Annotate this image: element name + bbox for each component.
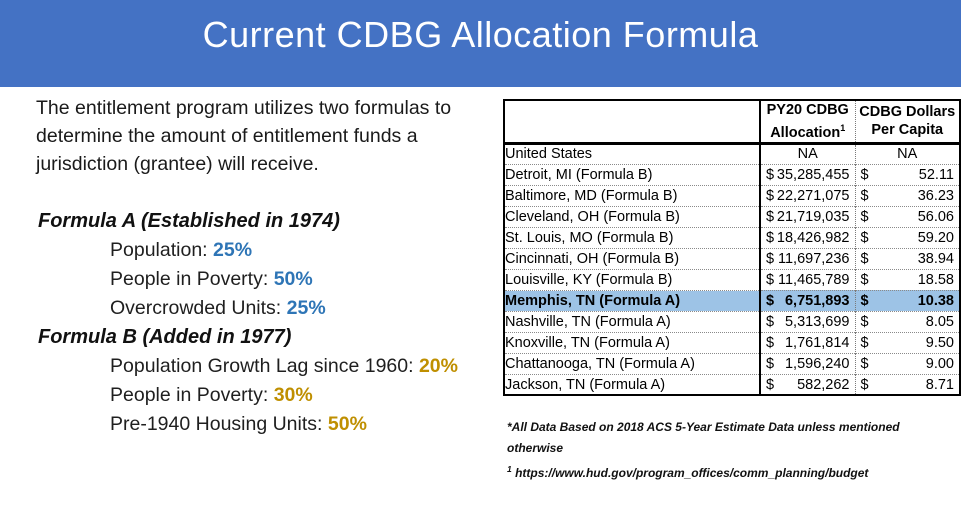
table-row-nashville [504, 311, 960, 332]
table-row-united-states [504, 143, 960, 164]
formula-item-value: 50% [327, 413, 367, 435]
dollar-sign: $ [860, 292, 869, 309]
dollar-sign: $ [860, 271, 869, 288]
dollar-sign: $ [766, 187, 775, 204]
formula-b-item [38, 352, 508, 381]
table-row-memphis-highlighted [504, 290, 960, 311]
allocation-amount: 582,262 [797, 376, 850, 393]
per-capita-amount: 8.05 [925, 313, 954, 330]
row-name-cell: Louisville, KY (Formula B) [504, 269, 760, 290]
allocation-amount: 35,285,455 [776, 166, 850, 183]
allocation-amount: 5,313,699 [784, 313, 850, 330]
per-capita-cell [855, 185, 960, 206]
per-capita-cell [855, 290, 960, 311]
per-capita-amount: 8.71 [925, 376, 954, 393]
dollar-sign: $ [766, 271, 775, 288]
allocation-amount: 6,751,893 [784, 292, 850, 309]
formula-item-label: People in Poverty: [110, 268, 274, 290]
allocation-cell [760, 353, 855, 374]
table-row-cleveland [504, 206, 960, 227]
formula-item-label: Overcrowded Units: [110, 297, 287, 319]
allocation-cell [760, 206, 855, 227]
table-row-jackson [504, 374, 960, 395]
table-row-knoxville [504, 332, 960, 353]
table-header-row [504, 100, 960, 143]
header-allocation-footnote-ref: 1 [840, 123, 846, 133]
formula-item-label: Population: [110, 239, 213, 261]
dollar-sign: $ [860, 229, 869, 246]
allocation-amount: 1,761,814 [784, 334, 850, 351]
formula-a-item [38, 236, 508, 265]
per-capita-cell [855, 374, 960, 395]
row-name-cell: Baltimore, MD (Formula B) [504, 185, 760, 206]
row-name-cell: Nashville, TN (Formula A) [504, 311, 760, 332]
dollar-sign: $ [860, 334, 869, 351]
row-name-cell: St. Louis, MO (Formula B) [504, 227, 760, 248]
formula-item-value: 30% [273, 384, 313, 406]
per-capita-cell [855, 248, 960, 269]
formula-a-item [38, 265, 508, 294]
table-row-st-louis [504, 227, 960, 248]
title-banner [0, 0, 961, 87]
allocation-amount: 11,465,789 [778, 271, 850, 288]
per-capita-cell [855, 311, 960, 332]
dollar-sign: $ [860, 250, 869, 267]
per-capita-amount: 38.94 [917, 250, 954, 267]
footnote-source-url: https://www.hud.gov/program_offices/comm_planning/budget [515, 466, 869, 480]
dollar-sign: $ [860, 376, 869, 393]
dollar-sign: $ [766, 208, 775, 225]
row-name-cell: Detroit, MI (Formula B) [504, 164, 760, 185]
allocation-cell [760, 374, 855, 395]
dollar-sign: $ [766, 292, 775, 309]
allocation-amount: 18,426,982 [776, 229, 850, 246]
dollar-sign: $ [766, 334, 775, 351]
formula-item-value: 25% [213, 239, 253, 261]
formula-b-item [38, 381, 508, 410]
per-capita-cell [855, 353, 960, 374]
dollar-sign: $ [766, 355, 775, 372]
allocation-cell [760, 269, 855, 290]
dollar-sign: $ [766, 376, 775, 393]
table-row-detroit [504, 164, 960, 185]
formula-item-value: 50% [273, 268, 313, 290]
table-row-baltimore [504, 185, 960, 206]
allocation-amount: 22,271,075 [776, 187, 850, 204]
allocation-cell [760, 227, 855, 248]
allocation-amount: 1,596,240 [784, 355, 850, 372]
allocation-cell [760, 185, 855, 206]
per-capita-cell [855, 269, 960, 290]
row-name-cell: Cleveland, OH (Formula B) [504, 206, 760, 227]
dollar-sign: $ [860, 187, 869, 204]
allocation-table [503, 99, 961, 396]
header-jurisdiction [504, 100, 760, 143]
per-capita-cell [855, 164, 960, 185]
per-capita-amount: 52.11 [918, 166, 954, 183]
row-name-cell: Chattanooga, TN (Formula A) [504, 353, 760, 374]
row-name-cell: Knoxville, TN (Formula A) [504, 332, 760, 353]
header-per-capita [855, 100, 960, 143]
row-name-cell: United States [505, 146, 593, 163]
per-capita-amount: 18.58 [917, 271, 954, 288]
dollar-sign: $ [860, 166, 869, 183]
per-capita-amount: 10.38 [917, 292, 954, 309]
formula-item-value: 25% [286, 297, 326, 319]
formula-a-heading: Formula A (Established in 1974) [38, 210, 340, 232]
formula-b-heading: Formula B (Added in 1977) [38, 326, 292, 348]
formula-a-item [38, 294, 508, 323]
per-capita-cell [855, 227, 960, 248]
allocation-cell [760, 164, 855, 185]
allocation-cell [760, 311, 855, 332]
header-allocation-line1: PY20 CDBG [766, 102, 849, 118]
per-capita-amount: 9.50 [925, 334, 954, 351]
intro-text: The entitlement program utilizes two formulas to determine the amount of entitlement funds a jurisdiction (grantee) will receive. [36, 97, 452, 175]
header-per-capita-line1: CDBG Dollars [859, 104, 956, 121]
allocation-amount: 11,697,236 [778, 250, 850, 267]
table-row-chattanooga [504, 353, 960, 374]
formula-item-label: Population Growth Lag since 1960: [110, 355, 419, 377]
row-name-cell: Cincinnati, OH (Formula B) [504, 248, 760, 269]
row-name-cell: Memphis, TN (Formula A) [504, 290, 760, 311]
header-allocation-line2: Allocation [770, 124, 841, 141]
dollar-sign: $ [860, 355, 869, 372]
allocation-cell: NA [760, 143, 855, 164]
allocation-cell [760, 290, 855, 311]
dollar-sign: $ [860, 313, 869, 330]
dollar-sign: $ [766, 229, 775, 246]
allocation-table-container [503, 99, 961, 396]
table-row-cincinnati [504, 248, 960, 269]
footnote-url-line [507, 459, 957, 484]
dollar-sign: $ [766, 250, 775, 267]
allocation-cell [760, 332, 855, 353]
footnote-ref-number: 1 [507, 464, 512, 474]
dollar-sign: $ [860, 208, 869, 225]
dollar-sign: $ [766, 166, 775, 183]
dollar-sign: $ [766, 313, 775, 330]
formula-b-item [38, 410, 508, 439]
allocation-cell [760, 248, 855, 269]
per-capita-amount: 9.00 [925, 355, 954, 372]
slide-title: Current CDBG Allocation Formula [202, 13, 759, 55]
formula-section [38, 207, 508, 439]
per-capita-cell [855, 332, 960, 353]
table-row-louisville [504, 269, 960, 290]
footnote-data-source: *All Data Based on 2018 ACS 5-Year Estimate Data unless mentioned otherwise [507, 420, 900, 455]
per-capita-amount: 56.06 [917, 208, 954, 225]
formula-item-label: Pre-1940 Housing Units: [110, 413, 328, 435]
per-capita-cell: NA [897, 146, 918, 163]
per-capita-cell [855, 206, 960, 227]
formula-item-label: People in Poverty: [110, 384, 274, 406]
footnotes [507, 417, 957, 484]
per-capita-amount: 59.20 [917, 229, 954, 246]
row-name-cell: Jackson, TN (Formula A) [504, 374, 760, 395]
header-per-capita-line2: Per Capita [871, 122, 944, 139]
formula-item-value: 20% [418, 355, 458, 377]
per-capita-amount: 36.23 [917, 187, 954, 204]
allocation-amount: 21,719,035 [776, 208, 850, 225]
header-allocation [760, 100, 855, 143]
